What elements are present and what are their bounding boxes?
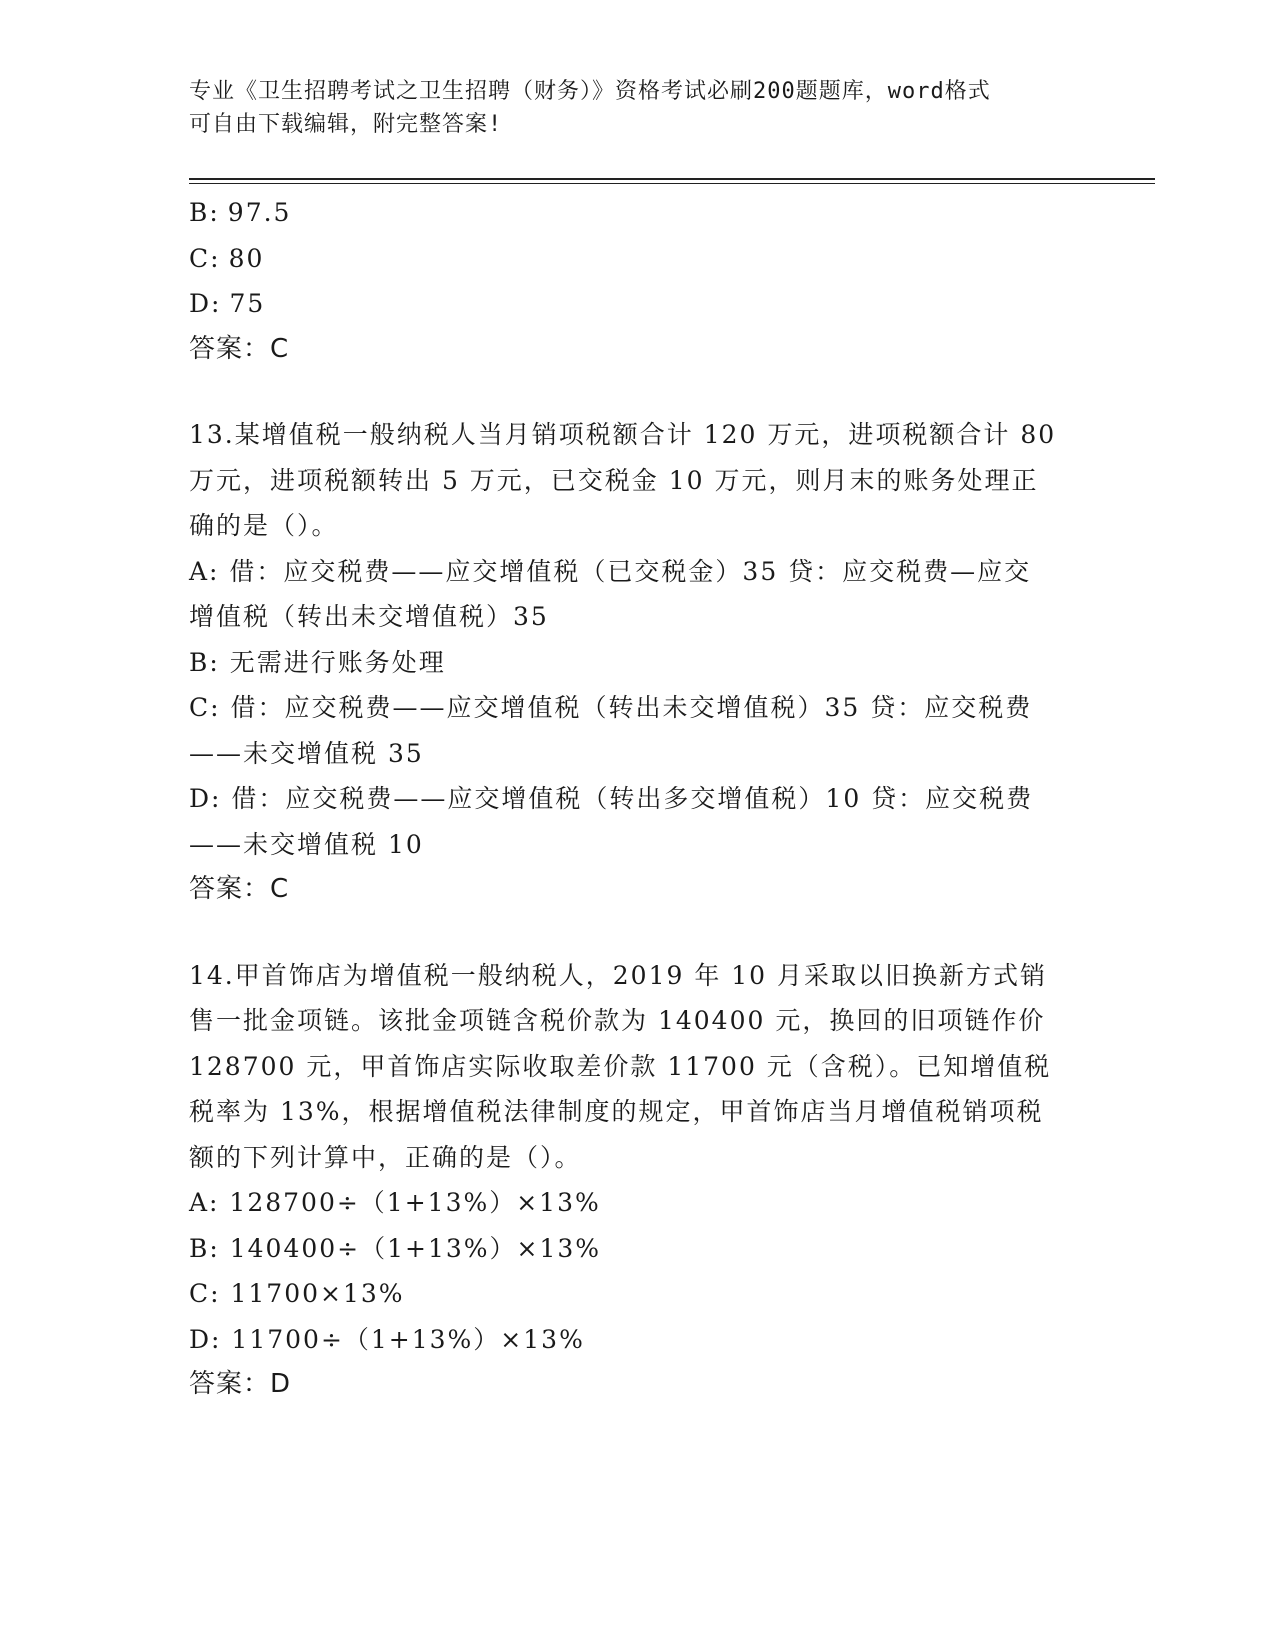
- question-14-block: [189, 953, 1089, 1408]
- document-header: [189, 75, 1089, 141]
- question-12-block: [189, 190, 1089, 372]
- option-text: 75: [229, 289, 266, 318]
- option-line: ——未交增值税 35: [189, 738, 424, 768]
- question-stem-line: 128700 元，甲首饰店实际收取差价款 11700 元（含税）。已知增值税: [189, 1051, 1052, 1081]
- question-content: [189, 190, 1089, 1408]
- option-line: D: 11700÷（1+13%）×13%: [189, 1324, 585, 1354]
- question-stem-line: 万元，进项税额转出 5 万元，已交税金 10 万元，则月末的账务处理正: [189, 465, 1039, 495]
- option-text: 97.5: [227, 198, 292, 227]
- option-label: B:: [189, 198, 220, 227]
- question-stem-line: 14.甲首饰店为增值税一般纳税人，2019 年 10 月采取以旧换新方式销: [189, 960, 1048, 990]
- answer-line: 答案：C: [189, 874, 290, 904]
- option-line: 增值税（转出未交增值税）35: [189, 602, 549, 631]
- option-line: ——未交增值税 10: [189, 829, 424, 859]
- option-line: C: 11700×13%: [189, 1279, 405, 1308]
- option-line: B: 无需进行账务处理: [189, 647, 446, 677]
- question-stem-line: 售一批金项链。该批金项链含税价款为 140400 元，换回的旧项链作价: [189, 1006, 1046, 1035]
- header-divider-thin: [189, 183, 1155, 184]
- option-label: D:: [189, 289, 222, 318]
- header-divider: [189, 178, 1155, 180]
- answer-line: 答案：D: [189, 1369, 292, 1399]
- question-stem-line: 税率为 13%，根据增值税法律制度的规定，甲首饰店当月增值税销项税: [189, 1097, 1044, 1126]
- question-13-block: [189, 412, 1089, 913]
- question-stem-line: 13.某增值税一般纳税人当月销项税额合计 120 万元，进项税额合计 80: [189, 420, 1057, 449]
- option-d: [189, 281, 1089, 327]
- option-line: B: 140400÷（1+13%）×13%: [189, 1233, 602, 1263]
- option-text: 80: [228, 243, 265, 273]
- option-b: [189, 190, 1089, 236]
- option-line: A: 借：应交税费——应交增值税（已交税金）35 贷：应交税费—应交: [189, 556, 1032, 586]
- header-line-1: 专业《卫生招聘考试之卫生招聘（财务）》资格考试必刷200题题库，word格式: [189, 79, 991, 104]
- option-line: C: 借：应交税费——应交增值税（转出未交增值税）35 贷：应交税费: [189, 693, 1033, 722]
- option-line: D: 借：应交税费——应交增值税（转出多交增值税）10 贷：应交税费: [189, 784, 1034, 813]
- question-stem-line: 额的下列计算中，正确的是（）。: [189, 1142, 582, 1172]
- question-stem-line: 确的是（）。: [189, 511, 339, 540]
- option-label: C:: [189, 243, 221, 273]
- option-c: [189, 236, 1089, 282]
- answer-line: 答案：C: [189, 333, 290, 364]
- option-line: A: 128700÷（1+13%）×13%: [189, 1188, 601, 1217]
- header-line-2: 可自由下载编辑，附完整答案!: [189, 112, 503, 137]
